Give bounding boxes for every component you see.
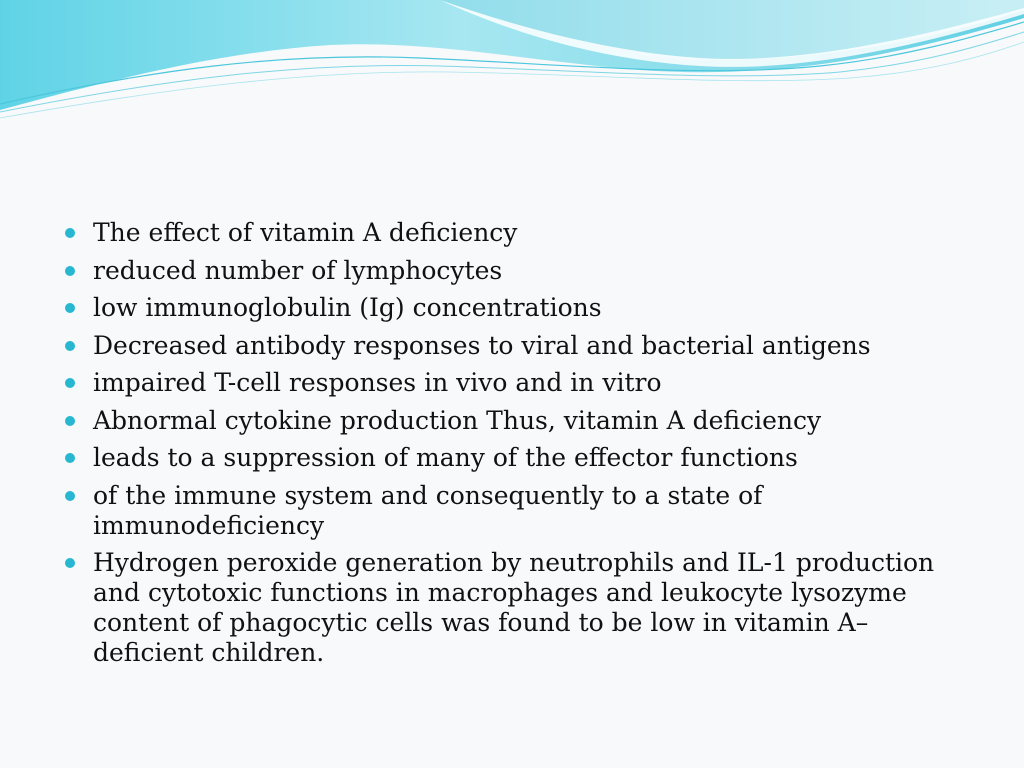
bullet-item xyxy=(62,293,962,323)
bullet-dot-icon xyxy=(65,228,75,238)
bullet-text: impaired T-cell responses in vivo and in vitro xyxy=(93,368,662,397)
bullet-dot-icon xyxy=(65,303,75,313)
bullet-text: reduced number of lymphocytes xyxy=(93,255,503,285)
bullet-item xyxy=(62,443,962,473)
bullet-text: Abnormal cytokine production Thus, vitamin A deficiency xyxy=(93,405,822,435)
bullet-text: low immunoglobulin (Ig) concentrations xyxy=(93,293,602,322)
bullet-dot-icon xyxy=(65,558,75,568)
decorative-wave-header xyxy=(0,0,1024,130)
bullet-text: The effect of vitamin A deficiency xyxy=(93,218,518,247)
bullet-text: leads to a suppression of many of the effector functions xyxy=(93,443,798,472)
bullet-item xyxy=(62,331,962,361)
bullet-dot-icon xyxy=(65,453,75,463)
bullet-dot-icon xyxy=(65,416,75,426)
bullet-item xyxy=(62,406,962,436)
bullet-dot-icon xyxy=(65,491,75,501)
bullet-dot-icon xyxy=(65,266,75,276)
bullet-text: Decreased antibody responses to viral and bacterial antigens xyxy=(93,330,871,360)
bullet-item xyxy=(62,368,962,398)
bullet-dot-icon xyxy=(65,378,75,388)
bullet-text: Hydrogen peroxide generation by neutrophils and IL-1 production and cytotoxic functions in macrophages and leukocyte lysozyme content of phagocytic cells was found to be low in vitamin A– deficient children. xyxy=(93,548,935,667)
bullet-item xyxy=(62,548,962,668)
bullet-list xyxy=(62,218,962,676)
bullet-item xyxy=(62,481,962,541)
bullet-item xyxy=(62,256,962,286)
bullet-text: of the immune system and consequently to a state of immunodeficiency xyxy=(93,480,763,540)
bullet-dot-icon xyxy=(65,341,75,351)
bullet-item xyxy=(62,218,962,248)
